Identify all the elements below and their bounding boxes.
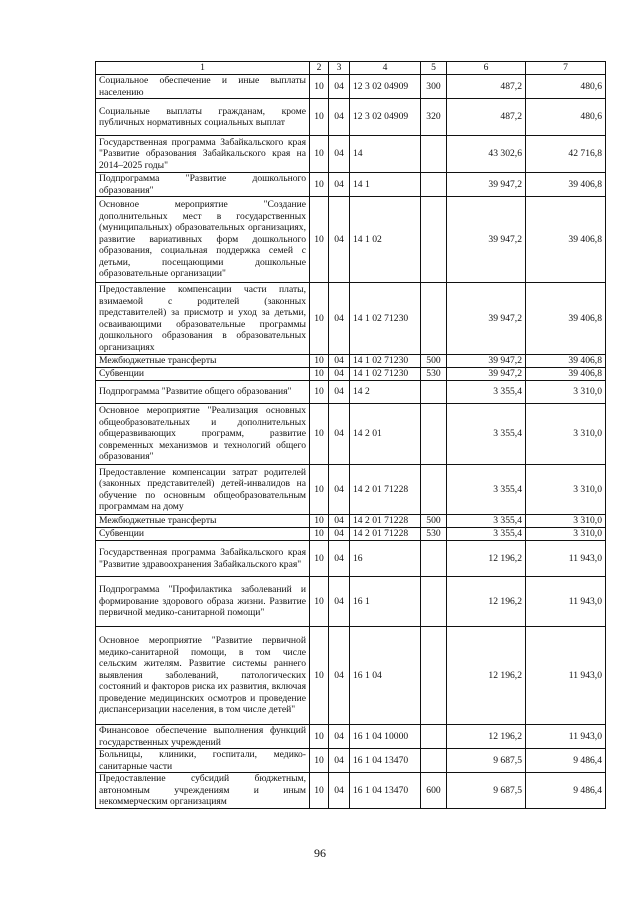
expense-type-cell [421, 725, 447, 749]
amount-col7-cell: 11 943,0 [526, 577, 606, 627]
target-article-cell: 14 1 02 71230 [350, 283, 421, 355]
target-article-cell: 14 [350, 136, 421, 173]
expense-type-cell [421, 197, 447, 283]
target-article-cell: 14 1 02 71230 [350, 355, 421, 368]
amount-col7-cell: 3 310,0 [526, 515, 606, 528]
amount-col7-cell: 3 310,0 [526, 528, 606, 541]
subsection-code-cell: 04 [329, 197, 350, 283]
amount-col6-cell: 12 196,2 [447, 627, 526, 725]
page-number: 96 [314, 846, 326, 860]
amount-col7-cell: 11 943,0 [526, 541, 606, 577]
row-name-cell: Подпрограмма "Развитие общего образования" [96, 381, 310, 404]
amount-col6-cell: 3 355,4 [447, 528, 526, 541]
section-code-cell: 10 [310, 173, 329, 197]
table-row [96, 75, 606, 99]
target-article-cell: 16 1 [350, 577, 421, 627]
target-article-cell: 16 [350, 541, 421, 577]
amount-col7-cell: 3 310,0 [526, 465, 606, 515]
section-code-cell: 10 [310, 381, 329, 404]
expense-type-cell [421, 283, 447, 355]
expense-type-cell [421, 577, 447, 627]
amount-col7-cell: 3 310,0 [526, 381, 606, 404]
target-article-cell: 12 3 02 04909 [350, 75, 421, 99]
table-row [96, 136, 606, 173]
row-name-cell: Основное мероприятие "Создание дополнительных мест в государственных (муниципальных) образовательных организациях, развитие вариативных форм дошкольного образования, социальная поддержка семей с детьми, посещающими дошкольные образовательные организации" [96, 197, 310, 283]
section-code-cell: 10 [310, 136, 329, 173]
row-name-cell: Межбюджетные трансферты [96, 355, 310, 368]
section-code-cell: 10 [310, 577, 329, 627]
target-article-cell: 16 1 04 [350, 627, 421, 725]
expense-type-cell [421, 381, 447, 404]
amount-col6-cell: 3 355,4 [447, 404, 526, 465]
table-row [96, 528, 606, 541]
amount-col7-cell: 39 406,8 [526, 368, 606, 381]
expense-type-cell [421, 465, 447, 515]
expense-type-cell [421, 749, 447, 773]
section-code-cell: 10 [310, 355, 329, 368]
section-code-cell: 10 [310, 541, 329, 577]
expense-type-cell [421, 627, 447, 725]
row-name-cell: Подпрограмма "Профилактика заболеваний и формирование здорового образа жизни. Развитие первичной медико-санитарной помощи" [96, 577, 310, 627]
expense-type-cell: 530 [421, 368, 447, 381]
header-row [96, 62, 606, 75]
subsection-code-cell: 04 [329, 283, 350, 355]
row-name-cell: Основное мероприятие "Реализация основных общеобразовательных и дополнительных общеразвивающих программ, развитие современных механизмов и технологий общего образования" [96, 404, 310, 465]
header-col-3: 3 [329, 62, 350, 75]
row-name-cell: Основное мероприятие "Развитие первичной медико-санитарной помощи, в том числе сельским жителям. Развитие системы раннего выявления заболеваний, патологических состояний и факторов риска их развития, включая проведение медицинских осмотров и проведение диспансеризации населения, в том числе детей" [96, 627, 310, 725]
subsection-code-cell: 04 [329, 136, 350, 173]
amount-col6-cell: 487,2 [447, 75, 526, 99]
section-code-cell: 10 [310, 515, 329, 528]
target-article-cell: 14 2 01 71228 [350, 528, 421, 541]
table-body [96, 75, 606, 809]
expense-type-cell: 320 [421, 99, 447, 136]
section-code-cell: 10 [310, 528, 329, 541]
expense-type-cell: 530 [421, 528, 447, 541]
target-article-cell: 14 2 01 71228 [350, 515, 421, 528]
amount-col7-cell: 11 943,0 [526, 627, 606, 725]
header-col-2: 2 [310, 62, 329, 75]
subsection-code-cell: 04 [329, 173, 350, 197]
row-name-cell: Предоставление компенсации части платы, взимаемой с родителей (законных представителей) за присмотр и уход за детьми, осваивающими образовательные программы дошкольного образования в образовательных организациях [96, 283, 310, 355]
amount-col6-cell: 487,2 [447, 99, 526, 136]
amount-col6-cell: 3 355,4 [447, 515, 526, 528]
table-row [96, 773, 606, 809]
table-row [96, 627, 606, 725]
section-code-cell: 10 [310, 627, 329, 725]
amount-col6-cell: 39 947,2 [447, 173, 526, 197]
subsection-code-cell: 04 [329, 75, 350, 99]
target-article-cell: 14 2 01 [350, 404, 421, 465]
row-name-cell: Субвенции [96, 528, 310, 541]
amount-col6-cell: 12 196,2 [447, 577, 526, 627]
amount-col7-cell: 3 310,0 [526, 404, 606, 465]
section-code-cell: 10 [310, 99, 329, 136]
section-code-cell: 10 [310, 725, 329, 749]
section-code-cell: 10 [310, 283, 329, 355]
header-col-7: 7 [526, 62, 606, 75]
header-col-6: 6 [447, 62, 526, 75]
budget-table [95, 61, 606, 809]
table-row [96, 197, 606, 283]
amount-col6-cell: 39 947,2 [447, 368, 526, 381]
table-row [96, 404, 606, 465]
row-name-cell: Социальные выплаты гражданам, кроме публичных нормативных социальных выплат [96, 99, 310, 136]
amount-col6-cell: 3 355,4 [447, 381, 526, 404]
row-name-cell: Предоставление компенсации затрат родителей (законных представителей) детей-инвалидов на обучение по основным общеобразовательным программам на дому [96, 465, 310, 515]
amount-col6-cell: 43 302,6 [447, 136, 526, 173]
section-code-cell: 10 [310, 197, 329, 283]
expense-type-cell: 500 [421, 355, 447, 368]
amount-col7-cell: 39 406,8 [526, 355, 606, 368]
amount-col6-cell: 39 947,2 [447, 197, 526, 283]
table-row [96, 283, 606, 355]
row-name-cell: Государственная программа Забайкальского края "Развитие здравоохранения Забайкальского края" [96, 541, 310, 577]
section-code-cell: 10 [310, 75, 329, 99]
target-article-cell: 14 1 [350, 173, 421, 197]
expense-type-cell [421, 404, 447, 465]
table-row [96, 355, 606, 368]
row-name-cell: Подпрограмма "Развитие дошкольного образования" [96, 173, 310, 197]
subsection-code-cell: 04 [329, 627, 350, 725]
row-name-cell: Субвенции [96, 368, 310, 381]
target-article-cell: 14 1 02 [350, 197, 421, 283]
table-row [96, 368, 606, 381]
row-name-cell: Больницы, клиники, госпитали, медико-санитарные части [96, 749, 310, 773]
table-row [96, 381, 606, 404]
subsection-code-cell: 04 [329, 515, 350, 528]
amount-col7-cell: 39 406,8 [526, 197, 606, 283]
expense-type-cell: 500 [421, 515, 447, 528]
target-article-cell: 16 1 04 13470 [350, 749, 421, 773]
amount-col7-cell: 42 716,8 [526, 136, 606, 173]
section-code-cell: 10 [310, 368, 329, 381]
row-name-cell: Государственная программа Забайкальского края "Развитие образования Забайкальского края на 2014–2025 годы" [96, 136, 310, 173]
amount-col7-cell: 39 406,8 [526, 283, 606, 355]
amount-col7-cell: 9 486,4 [526, 749, 606, 773]
table-row [96, 749, 606, 773]
subsection-code-cell: 04 [329, 725, 350, 749]
subsection-code-cell: 04 [329, 541, 350, 577]
amount-col7-cell: 480,6 [526, 99, 606, 136]
section-code-cell: 10 [310, 404, 329, 465]
row-name-cell: Предоставление субсидий бюджетным, автономным учреждениям и иным некоммерческим организациям [96, 773, 310, 809]
subsection-code-cell: 04 [329, 404, 350, 465]
row-name-cell: Социальное обеспечение и иные выплаты населению [96, 75, 310, 99]
subsection-code-cell: 04 [329, 368, 350, 381]
amount-col6-cell: 3 355,4 [447, 465, 526, 515]
target-article-cell: 14 1 02 71230 [350, 368, 421, 381]
section-code-cell: 10 [310, 773, 329, 809]
expense-type-cell [421, 136, 447, 173]
amount-col6-cell: 12 196,2 [447, 541, 526, 577]
table-row [96, 541, 606, 577]
subsection-code-cell: 04 [329, 749, 350, 773]
subsection-code-cell: 04 [329, 577, 350, 627]
header-col-4: 4 [350, 62, 421, 75]
subsection-code-cell: 04 [329, 528, 350, 541]
subsection-code-cell: 04 [329, 465, 350, 515]
amount-col6-cell: 39 947,2 [447, 355, 526, 368]
amount-col7-cell: 480,6 [526, 75, 606, 99]
table-row [96, 465, 606, 515]
expense-type-cell [421, 173, 447, 197]
header-col-1: 1 [96, 62, 310, 75]
row-name-cell: Финансовое обеспечение выполнения функций государственных учреждений [96, 725, 310, 749]
amount-col6-cell: 9 687,5 [447, 749, 526, 773]
table-row [96, 725, 606, 749]
target-article-cell: 14 2 01 71228 [350, 465, 421, 515]
table-row [96, 99, 606, 136]
amount-col6-cell: 9 687,5 [447, 773, 526, 809]
subsection-code-cell: 04 [329, 355, 350, 368]
expense-type-cell: 600 [421, 773, 447, 809]
amount-col6-cell: 12 196,2 [447, 725, 526, 749]
target-article-cell: 12 3 02 04909 [350, 99, 421, 136]
header-col-5: 5 [421, 62, 447, 75]
expense-type-cell [421, 541, 447, 577]
table-row [96, 515, 606, 528]
table-row [96, 173, 606, 197]
amount-col6-cell: 39 947,2 [447, 283, 526, 355]
amount-col7-cell: 11 943,0 [526, 725, 606, 749]
row-name-cell: Межбюджетные трансферты [96, 515, 310, 528]
subsection-code-cell: 04 [329, 773, 350, 809]
amount-col7-cell: 9 486,4 [526, 773, 606, 809]
target-article-cell: 16 1 04 13470 [350, 773, 421, 809]
section-code-cell: 10 [310, 465, 329, 515]
target-article-cell: 14 2 [350, 381, 421, 404]
target-article-cell: 16 1 04 10000 [350, 725, 421, 749]
table-row [96, 577, 606, 627]
expense-type-cell: 300 [421, 75, 447, 99]
section-code-cell: 10 [310, 749, 329, 773]
subsection-code-cell: 04 [329, 99, 350, 136]
amount-col7-cell: 39 406,8 [526, 173, 606, 197]
subsection-code-cell: 04 [329, 381, 350, 404]
